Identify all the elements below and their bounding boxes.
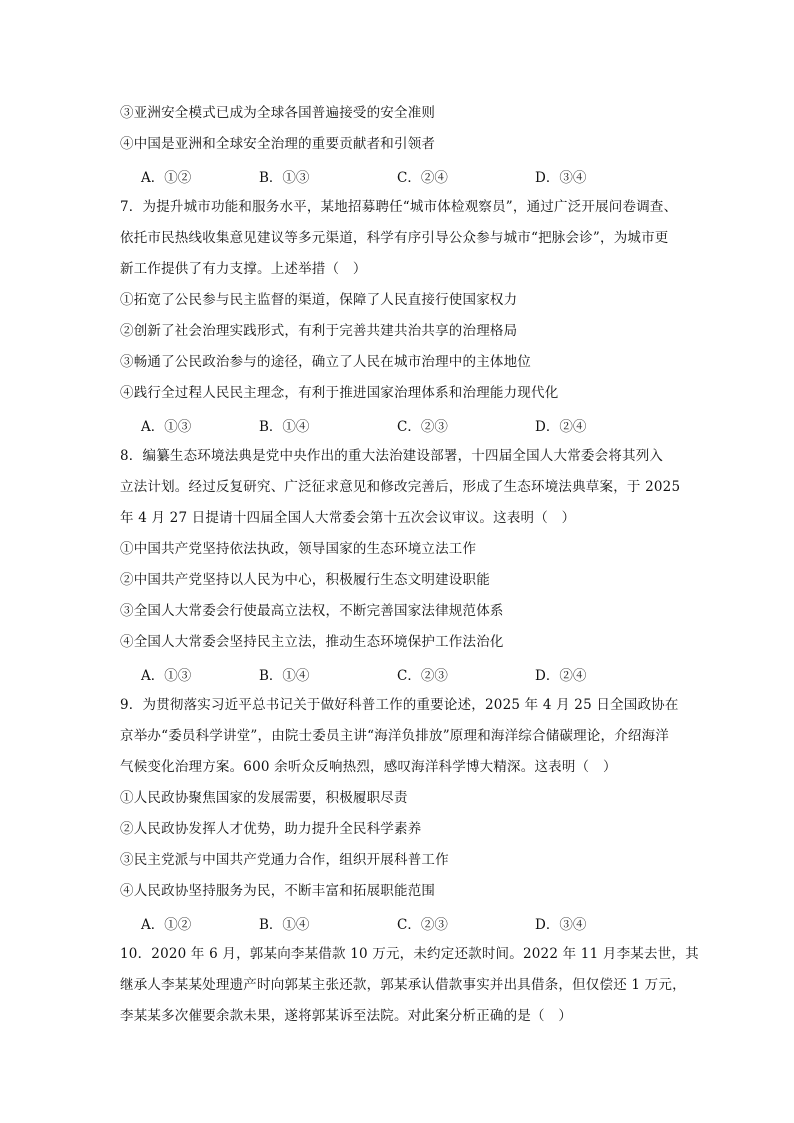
q7-option-b[interactable]: B．①④ <box>259 419 310 435</box>
q8-stem-line-2: 立法计划。经过反复研究、广泛征求意见和修改完善后，形成了生态环境法典草案，于 2025 <box>120 479 681 495</box>
q9-stem-line-1: 9．为贯彻落实习近平总书记关于做好科普工作的重要论述，2025 年 4 月 25 日全国政协在 <box>120 697 679 713</box>
q7-item-1: ①拓宽了公民参与民主监督的渠道，保障了人民直接行使国家权力 <box>120 292 518 308</box>
q9-option-c[interactable]: C．②③ <box>397 917 448 933</box>
q9-item-2: ②人民政协发挥人才优势，助力提升全民科学素养 <box>120 821 422 837</box>
q9-option-d[interactable]: D．③④ <box>535 917 587 933</box>
q7-options <box>141 415 661 433</box>
q7-option-d[interactable]: D．②④ <box>535 419 587 435</box>
q8-item-4: ④全国人大常委会坚持民主立法，推动生态环境保护工作法治化 <box>120 634 504 650</box>
q10-stem-line-1: 10．2020 年 6 月，郭某向李某借款 10 万元，未约定还款时间。2022 年 11 月李某去世，其 <box>120 946 699 962</box>
q8-option-b[interactable]: B．①④ <box>259 668 310 684</box>
q8-option-a[interactable]: A．①③ <box>141 668 192 684</box>
q7-option-c[interactable]: C．②③ <box>397 419 448 435</box>
q8-item-2: ②中国共产党坚持以人民为中心，积极履行生态文明建设职能 <box>120 572 490 588</box>
q8-option-c[interactable]: C．②③ <box>397 668 448 684</box>
q6-option-c[interactable]: C．②④ <box>397 170 448 186</box>
q9-options <box>141 913 661 931</box>
q6-option-a[interactable]: A．①② <box>141 170 192 186</box>
q8-stem-line-1: 8．编纂生态环境法典是党中央作出的重大法治建设部署，十四届全国人大常委会将其列入 <box>120 448 664 464</box>
q10-stem-line-2: 继承人李某某处理遗产时向郭某主张还款，郭某承认借款事实并出具借条，但仅偿还 1 万元， <box>120 977 686 993</box>
q8-item-3: ③全国人大常委会行使最高立法权，不断完善国家法律规范体系 <box>120 603 504 619</box>
q7-option-a[interactable]: A．①③ <box>141 419 192 435</box>
q7-item-3: ③畅通了公民政治参与的途径，确立了人民在城市治理中的主体地位 <box>120 354 531 370</box>
q7-item-2: ②创新了社会治理实践形式，有利于完善共建共治共享的治理格局 <box>120 323 518 339</box>
q6-option-d[interactable]: D．③④ <box>535 170 587 186</box>
q7-item-4: ④践行全过程人民民主理念，有利于推进国家治理体系和治理能力现代化 <box>120 385 559 401</box>
q6-option-b[interactable]: B．①③ <box>259 170 310 186</box>
q9-stem-line-3: 气候变化治理方案。600 余听众反响热烈，感叹海洋科学博大精深。这表明（ ） <box>120 759 617 775</box>
q6-item-3: ③亚洲安全模式已成为全球各国普遍接受的安全准则 <box>120 105 436 121</box>
q8-option-d[interactable]: D．②④ <box>535 668 587 684</box>
q7-stem-line-3: 新工作提供了有力支撑。上述举措（ ） <box>120 261 367 277</box>
q9-stem-line-2: 京举办“委员科学讲堂”，由院士委员主讲“海洋负排放”原理和海洋综合储碳理论，介绍海洋 <box>120 728 670 744</box>
q8-stem-line-3: 年 4 月 27 日提请十四届全国人大常委会第十五次会议审议。这表明（ ） <box>120 510 576 526</box>
q7-stem-line-2: 依托市民热线收集意见建议等多元渠道，科学有序引导公众参与城市“把脉会诊”，为城市更 <box>120 230 669 246</box>
q7-stem-line-1: 7．为提升城市功能和服务水平，某地招募聘任“城市体检观察员”，通过广泛开展问卷调查、 <box>120 199 678 215</box>
q9-item-3: ③民主党派与中国共产党通力合作，组织开展科普工作 <box>120 852 449 868</box>
q8-item-1: ①中国共产党坚持依法执政，领导国家的生态环境立法工作 <box>120 541 477 557</box>
q10-stem-line-3: 李某某多次催要余款未果，遂将郭某诉至法院。对此案分析正确的是（ ） <box>120 1008 573 1024</box>
q6-item-4: ④中国是亚洲和全球安全治理的重要贡献者和引领者 <box>120 136 436 152</box>
q9-option-b[interactable]: B．①④ <box>259 917 310 933</box>
q6-options <box>141 166 661 184</box>
q9-item-1: ①人民政协聚焦国家的发展需要，积极履职尽责 <box>120 790 408 806</box>
q8-options <box>141 664 661 682</box>
q9-item-4: ④人民政协坚持服务为民，不断丰富和拓展职能范围 <box>120 883 436 899</box>
q9-option-a[interactable]: A．①② <box>141 917 192 933</box>
